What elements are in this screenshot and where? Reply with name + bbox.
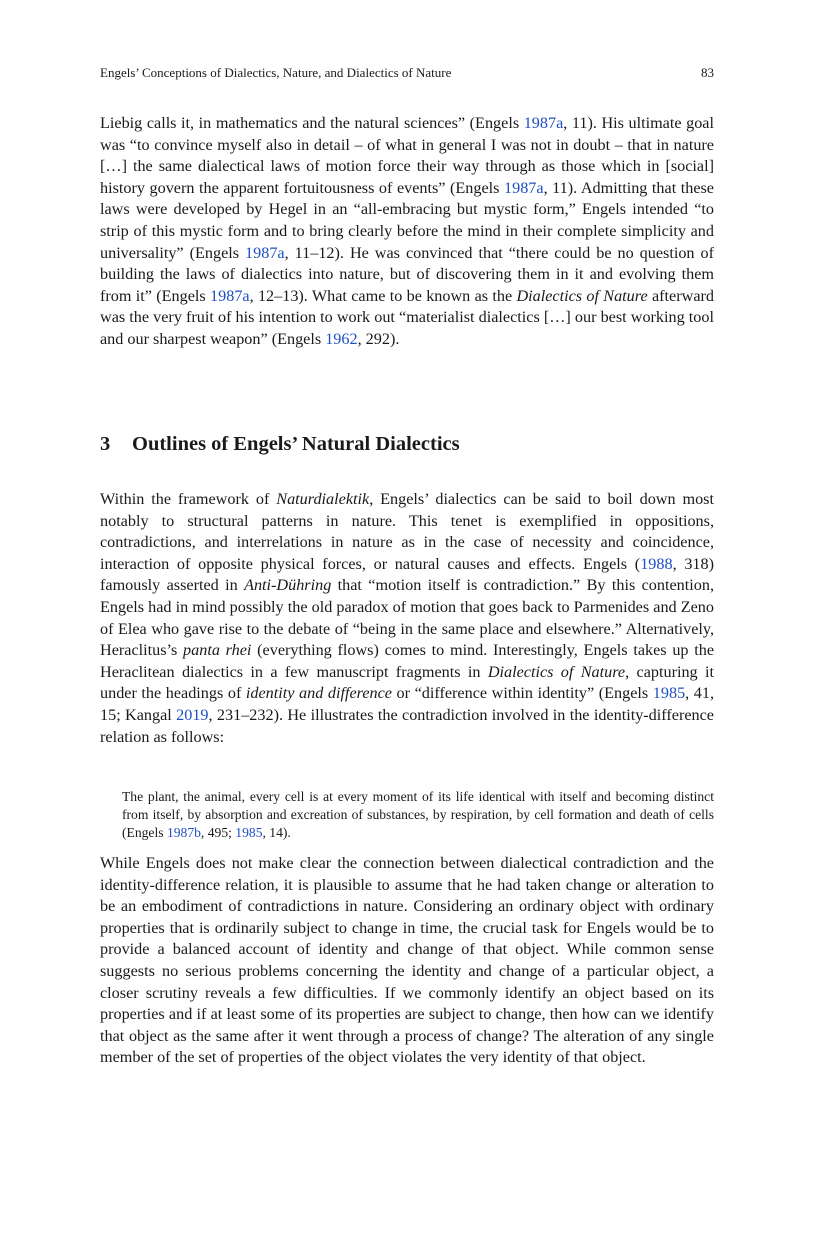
section-title: Outlines of Engels’ Natural Dialectics: [132, 433, 460, 455]
text-run: (everything flows) comes to mind. Interestingly, Engels takes up the Heraclitean dialectics in a few manuscript fragments in: [100, 641, 714, 681]
italic-title: Anti-Dühring: [244, 576, 332, 595]
text-run: afterward was the very fruit of his intention to work out “materialist dialectics […] our best working tool and our sharpest weapon” (Engels: [100, 286, 714, 348]
text-run: Within the framework of: [100, 490, 277, 508]
citation-link[interactable]: 1985: [652, 684, 686, 703]
running-title: Engels’ Conceptions of Dialectics, Nature, and Dialectics of Nature: [100, 65, 452, 80]
paragraph-1: [100, 113, 714, 351]
text-run: , 495;: [200, 825, 236, 841]
block-quote: [122, 788, 714, 843]
text-run: , Engels’ dialectics can be said to boil down most notably to structural patterns in nature. This tenet is exemplified in oppositions, contradictions, and interrelations in nature as in the case of necessity and coincidence, interaction of opposite physical forces, or natural causes and effects. Engels (: [100, 490, 714, 573]
text-run: , 318) famously asserted in: [100, 554, 714, 595]
text-run: or “difference within identity” (Engels: [391, 684, 653, 703]
citation-link[interactable]: 1987a: [504, 178, 544, 197]
running-header: [100, 65, 714, 81]
italic-term: identity and difference: [245, 684, 392, 703]
citation-link[interactable]: 1962: [325, 329, 358, 348]
paragraph-2: [100, 489, 714, 748]
text-run: , 11). His ultimate goal was “to convince myself also in detail – of what in general I was not in doubt – that in nature […] the same dialectical laws of motion force their way through as those which in [social] history govern the apparent fortuitousness of events” (Engels: [100, 114, 714, 197]
italic-title: Dialectics of Nature: [516, 286, 648, 305]
text-run: that “motion itself is contradiction.” By this contention, Engels had in mind possibly the old paradox of motion that goes back to Parmenides and Zeno of Elea who gave rise to the debate of “being in the same place and elsewhere.” Alternatively, Heraclitus’s: [100, 576, 714, 660]
text-run: , 41, 15; Kangal: [100, 684, 714, 724]
text-run: , 12–13). What came to be known as the: [249, 286, 517, 305]
text-run: , 292).: [357, 329, 400, 348]
italic-term: Naturdialektik: [276, 490, 370, 508]
text-run: , capturing it under the headings of: [100, 662, 715, 703]
page-number: 83: [701, 65, 714, 80]
citation-link[interactable]: 1987a: [210, 286, 250, 305]
italic-title: Dialectics of Nature: [487, 662, 626, 681]
paragraph-3: While Engels does not make clear the connection between dialectical contradiction and the identity-difference relation, it is plausible to assume that he had taken change or alteration to be an embodiment of contradictions in nature. Considering an ordinary object with ordinary properties that is ordinarily subject to change in time, the crucial task for Engels would be to provide a balanced account of identity and change of that object. While common sense suggests no serious problems concerning the identity and change of a particular object, a closer scrutiny reveals a few difficulties. If we commonly identify an object based on its properties and if at least some of its properties are subject to change, then how can we identify that object as the same after it went through a process of change? The alteration of any single member of the set of properties of the object violates the very identity of that object.: [100, 854, 714, 1067]
citation-link[interactable]: 1987b: [166, 825, 201, 841]
citation-link[interactable]: 1987a: [245, 243, 285, 262]
text-run: , 14).: [262, 825, 291, 841]
text-run: , 11–12). He was convinced that “there could be no question of building the laws of dialectics into nature, but of discovering them in it and evolving them from it” (Engels: [100, 243, 715, 305]
text-run: , 11). Admitting that these laws were developed by Hegel in an “all-embracing but mystic form,” Engels intended “to strip of this mystic form and to bring clearly before the mind in their complete simplicity and universality” (Engels: [100, 178, 714, 262]
italic-term: panta rhei: [183, 641, 252, 660]
text-run: , 231–232). He illustrates the contradiction involved in the identity-difference relation as follows:: [100, 705, 714, 746]
text-run: The plant, the animal, every cell is at every moment of its life identical with itself and becoming distinct from itself, by absorption and excreation of substances, by respiration, by cell formation and death of cells (Engels: [122, 789, 714, 841]
section-number: 3: [100, 433, 111, 455]
citation-link[interactable]: 2019: [176, 705, 209, 724]
text-run: Liebig calls it, in mathematics and the natural sciences” (Engels: [100, 114, 524, 132]
citation-link[interactable]: 1988: [640, 554, 673, 573]
citation-link[interactable]: 1987a: [523, 114, 564, 132]
section-heading: [100, 433, 460, 456]
citation-link[interactable]: 1985: [235, 825, 263, 841]
